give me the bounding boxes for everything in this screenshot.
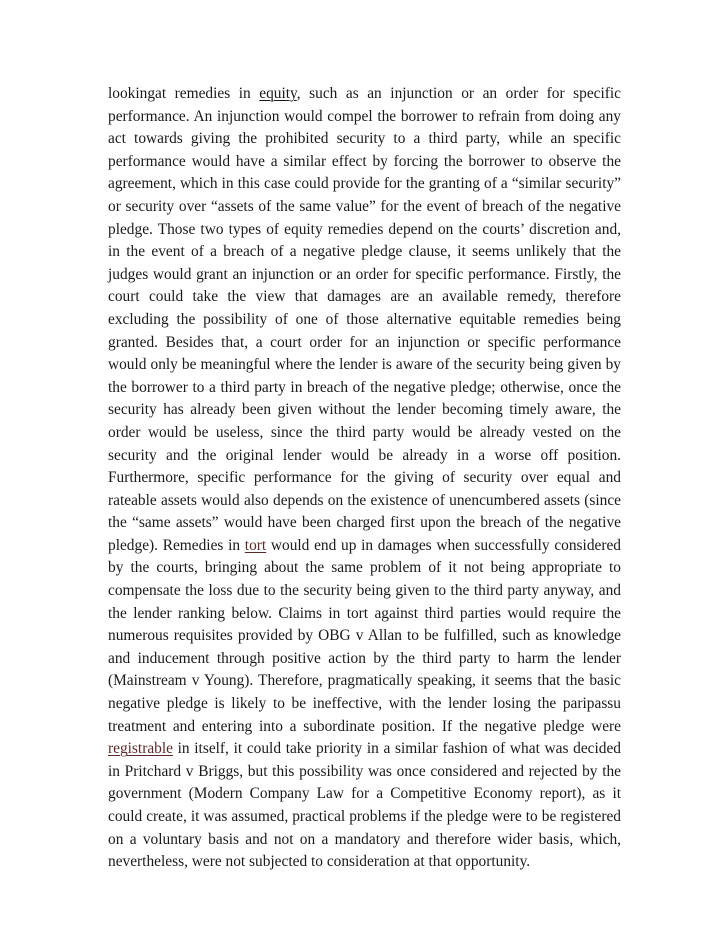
text-segment: , such as an injunction or an order for specific performance. An injunction would compel the borrower to refrain from doing any act towards giving the prohibited security to a third party, while an specific performance would have a similar effect by forcing the borrower to observe the agreement, which in this case could provide for the granting of a “similar security” or security over “assets of the same value” for the event of breach of the negative pledge. Those two types of equity remedies depend on the courts’ discretion and, in the event of a breach of a negative pledge clause, it seems unlikely that the judges would grant an injunction or an order for specific performance. Firstly, the court could take the view that damages are an available remedy, therefore excluding the possibility of one of those alternative equitable remedies being granted. Besides that, a court order for an injunction or specific performance would only be meaningful where the lender is aware of the security being given by the borrower to a third party in breach of the negative pledge; otherwise, once the security has already been given without the lender becoming timely aware, the order would be useless, since the third party would be already vested on the security and the original lender would be already in a worse off position. Furthermore, specific performance for the giving of security over equal and rateable assets would also depends on the existence of unencumbered assets (since the “same assets” would have been charged first upon the breach of the negative pledge). Remedies in xyxy=(108,85,621,554)
tort-link[interactable]: tort xyxy=(244,536,267,554)
equity-link[interactable]: equity xyxy=(259,85,297,102)
registrable-link[interactable]: registrable xyxy=(108,740,173,758)
text-segment: lookingat remedies in xyxy=(108,85,260,102)
text-segment: would end up in damages when successfully considered by the courts, bringing about the same problem of it not being appropriate to compensate the loss due to the security being given to the third party anyway, and the lender ranking below. Claims in tort against third parties would require the numerous requisites provided by OBG v Allan to be fulfilled, such as knowledge and inducement through positive action by the third party to harm the lender (Mainstream v Young). Therefore, pragmatically speaking, it seems that the basic negative pledge is likely to be ineffective, with the lender losing the paripassu treatment and entering into a subordinate position. If the negative pledge were xyxy=(108,536,621,735)
text-segment: in itself, it could take priority in a similar fashion of what was decided in Pritchard v Briggs, but this possibility was once considered and rejected by the government (Modern Company Law for a Competitive Economy report), as it could create, it was assumed, practical problems if the pledge were to be registered on a voluntary basis and not on a mandatory and therefore wider basis, which, nevertheless, were not subjected to consideration at that opportunity. xyxy=(108,740,621,871)
body-paragraph xyxy=(108,83,621,874)
